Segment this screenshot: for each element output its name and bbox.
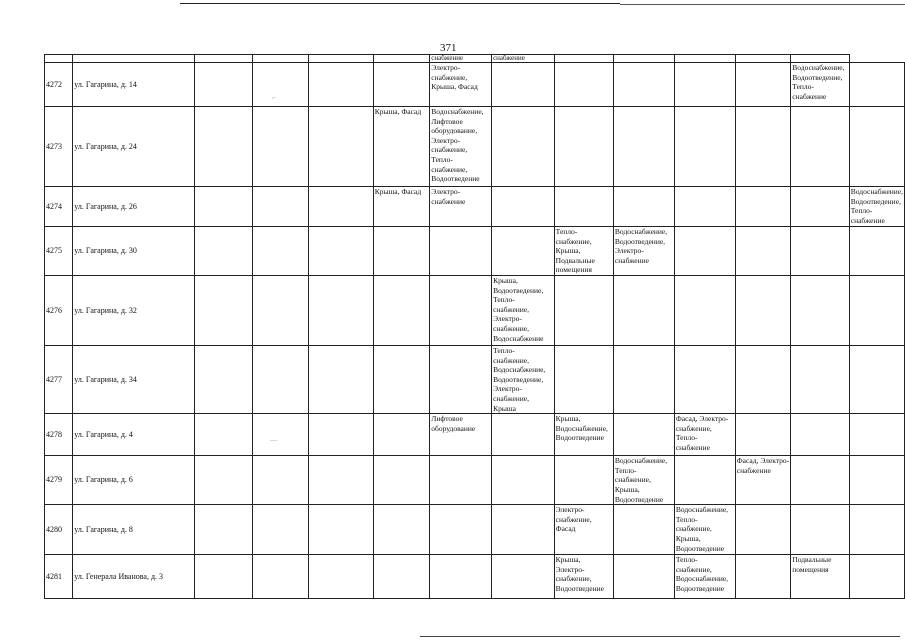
table-row: [45, 187, 905, 227]
work-cell: [674, 346, 735, 414]
work-cell: [554, 456, 613, 505]
work-cell: [849, 505, 904, 555]
address-cell: ул. Гагарина, д. 6: [73, 456, 194, 505]
work-cell: [253, 346, 309, 414]
cell: [309, 55, 373, 63]
work-cell: [253, 187, 309, 227]
work-cell: [430, 346, 492, 414]
work-cell: Водоснабжение, Водоотведение, Тепло- снабжение: [791, 63, 849, 107]
top-scan-line-right: [620, 4, 905, 5]
address-cell: ул. Гагарина, д. 30: [73, 227, 194, 276]
work-cell: [194, 227, 253, 276]
work-cell: [613, 187, 674, 227]
scan-mark: ⌐: [272, 94, 276, 102]
cell: [674, 55, 735, 63]
work-cell: [309, 505, 373, 555]
work-cell: [613, 346, 674, 414]
address-cell: ул. Гагарина, д. 34: [73, 346, 194, 414]
top-scan-line: [180, 3, 620, 4]
work-cell: [554, 187, 613, 227]
work-cell: [373, 63, 430, 107]
row-number: 4272: [45, 63, 73, 107]
work-cell: [492, 414, 555, 456]
work-cell: [554, 276, 613, 346]
work-cell: Фасад, Электро- снабжение: [735, 456, 791, 505]
work-cell: Тепло- снабжение, Водоснабжение, Водоотведение: [674, 555, 735, 599]
cell: [253, 55, 309, 63]
work-cell: Тепло- снабжение, Водоснабжение, Водоотведение, Электро- снабжение, Крыша: [492, 346, 555, 414]
address-cell: ул. Гагарина, д. 4: [73, 414, 194, 456]
page-number: 371: [440, 42, 457, 54]
table-row: [45, 555, 905, 599]
work-cell: [791, 414, 849, 456]
work-cell: [674, 63, 735, 107]
work-cell: [791, 187, 849, 227]
work-cell: [735, 414, 791, 456]
work-cell: [492, 555, 555, 599]
table-row: [45, 227, 905, 276]
work-cell: [849, 555, 904, 599]
work-cell: [492, 187, 555, 227]
work-cell: [735, 276, 791, 346]
address-cell: ул. Гагарина, д. 24: [73, 107, 194, 187]
row-number: 4276: [45, 276, 73, 346]
header-fragment: снабжение: [492, 55, 555, 63]
work-cell: Водоснабжение, Водоотведение, Электро- снабжение: [613, 227, 674, 276]
work-cell: [309, 346, 373, 414]
address-cell: ул. Гагарина, д. 8: [73, 505, 194, 555]
table-row: [45, 107, 905, 187]
work-cell: [849, 107, 904, 187]
work-cell: [194, 505, 253, 555]
scan-mark: —: [270, 436, 277, 444]
work-cell: Водоснабжение, Водоотведение, Тепло- снабжение: [850, 187, 903, 225]
work-cell: [309, 456, 373, 505]
work-cell: [674, 276, 735, 346]
work-cell: [194, 456, 253, 505]
work-cell: [613, 63, 674, 107]
work-cell: [849, 346, 904, 414]
work-cell: [253, 107, 309, 187]
work-cell: [735, 107, 791, 187]
work-cell: [735, 555, 791, 599]
work-cell: Тепло- снабжение, Крыша, Подвальные помещения: [554, 227, 613, 276]
work-cell: [309, 227, 373, 276]
work-cell: [430, 555, 492, 599]
work-cell: [253, 63, 309, 107]
work-cell: [373, 505, 430, 555]
work-cell: [791, 346, 849, 414]
work-cell: [194, 346, 253, 414]
work-cell: Крыша, Фасад: [373, 107, 430, 187]
work-cell: [791, 107, 849, 187]
work-cell: [253, 456, 309, 505]
work-cell: Крыша, Водоснабжение, Водоотведение: [554, 414, 613, 456]
work-cell: [194, 555, 253, 599]
work-cell: [735, 187, 791, 227]
row-number: 4279: [45, 456, 73, 505]
work-cell: [492, 107, 555, 187]
table-row: [45, 505, 905, 555]
row-number: 4275: [45, 227, 73, 276]
table-row: [45, 346, 905, 414]
work-cell: [613, 276, 674, 346]
work-cell: [430, 505, 492, 555]
work-cell: Водоснабжение, Тепло- снабжение, Крыша, Водоотведение: [674, 505, 735, 555]
cell: [554, 55, 613, 63]
work-cell: [253, 414, 309, 456]
work-cell: [791, 505, 849, 555]
table-row: [45, 456, 905, 505]
work-cell: [373, 346, 430, 414]
work-cell: [849, 414, 904, 456]
work-cell: [309, 555, 373, 599]
work-cell: [194, 107, 253, 187]
work-cell: [791, 276, 849, 346]
work-cell: [735, 63, 791, 107]
work-cell: [554, 346, 613, 414]
work-cell: [554, 63, 613, 107]
work-cell: [253, 555, 309, 599]
cell: [735, 55, 791, 63]
work-cell: [253, 276, 309, 346]
work-cell: Водоснабжение, Лифтовое оборудование, Электро- снабжение, Тепло- снабжение, Водоотведение: [430, 107, 492, 187]
work-cell: [613, 505, 674, 555]
register-table: [44, 54, 905, 599]
table-row: [45, 414, 905, 456]
work-cell: [674, 227, 735, 276]
work-cell: [674, 187, 735, 227]
work-cell: [735, 346, 791, 414]
work-cell: [194, 276, 253, 346]
cell: [791, 55, 849, 63]
work-cell: Крыша, Фасад: [373, 187, 430, 227]
row-number: 4280: [45, 505, 73, 555]
work-cell: [492, 227, 555, 276]
work-cell: [674, 107, 735, 187]
work-cell: [849, 276, 904, 346]
work-cell: Лифтовое оборудование: [430, 414, 492, 456]
work-cell: [492, 505, 555, 555]
work-cell: [849, 63, 904, 107]
row-number: 4274: [45, 187, 73, 227]
table-row: [45, 63, 905, 107]
work-cell: [613, 414, 674, 456]
work-cell: [791, 456, 849, 505]
work-cell: [492, 456, 555, 505]
work-cell: [613, 107, 674, 187]
work-cell: [309, 107, 373, 187]
work-cell: [373, 456, 430, 505]
work-cell: Подвальные помещения: [791, 555, 849, 599]
bottom-scan-line: [420, 636, 900, 637]
work-cell: [849, 227, 904, 276]
work-cell: [791, 227, 849, 276]
table-row: [45, 276, 905, 346]
work-cell: [309, 276, 373, 346]
address-cell: ул. Генерала Иванова, д. 3: [73, 555, 194, 599]
work-cell: Электро- снабжение: [430, 187, 492, 227]
cell: [373, 55, 430, 63]
work-cell: [194, 63, 253, 107]
work-cell: [309, 187, 373, 227]
work-cell: [373, 227, 430, 276]
address-cell: ул. Гагарина, д. 32: [73, 276, 194, 346]
cell: [613, 55, 674, 63]
work-cell: [309, 414, 373, 456]
work-cell: [430, 276, 492, 346]
work-cell: [492, 63, 555, 107]
work-cell: [253, 227, 309, 276]
header-fragment-row: [45, 55, 905, 63]
work-cell: [430, 456, 492, 505]
work-cell: [554, 107, 613, 187]
row-number: 4278: [45, 414, 73, 456]
work-cell: [735, 227, 791, 276]
work-cell: [849, 456, 904, 505]
work-cell: [373, 555, 430, 599]
row-number: 4277: [45, 346, 73, 414]
address-cell: ул. Гагарина, д. 26: [73, 187, 194, 227]
work-cell: [430, 227, 492, 276]
work-cell: [735, 505, 791, 555]
work-cell: Крыша, Электро- снабжение, Водоотведение: [554, 555, 613, 599]
address-cell: ул. Гагарина, д. 14: [73, 63, 194, 107]
work-cell: [373, 276, 430, 346]
work-cell: [613, 555, 674, 599]
work-cell: [309, 63, 373, 107]
row-number: 4273: [45, 107, 73, 187]
work-cell: Крыша, Водоотведение, Тепло- снабжение, Электро- снабжение, Водоснабжение: [492, 276, 555, 346]
work-cell: Электро- снабжение, Фасад: [554, 505, 613, 555]
work-cell: [194, 414, 253, 456]
header-fragment: снабжение: [430, 55, 492, 63]
cell: [45, 55, 73, 63]
work-cell: Электро- снабжение, Крыша, Фасад: [430, 63, 492, 107]
row-number: 4281: [45, 555, 73, 599]
cell: [73, 55, 194, 63]
cell: [194, 55, 253, 63]
work-cell: [194, 187, 253, 227]
work-cell: Фасад, Электро- снабжение, Тепло- снабжение: [674, 414, 735, 456]
work-cell: [674, 456, 735, 505]
work-cell: [253, 505, 309, 555]
work-cell: Водоснабжение, Тепло- снабжение, Крыша, Водоотведение: [613, 456, 674, 505]
work-cell: [373, 414, 430, 456]
